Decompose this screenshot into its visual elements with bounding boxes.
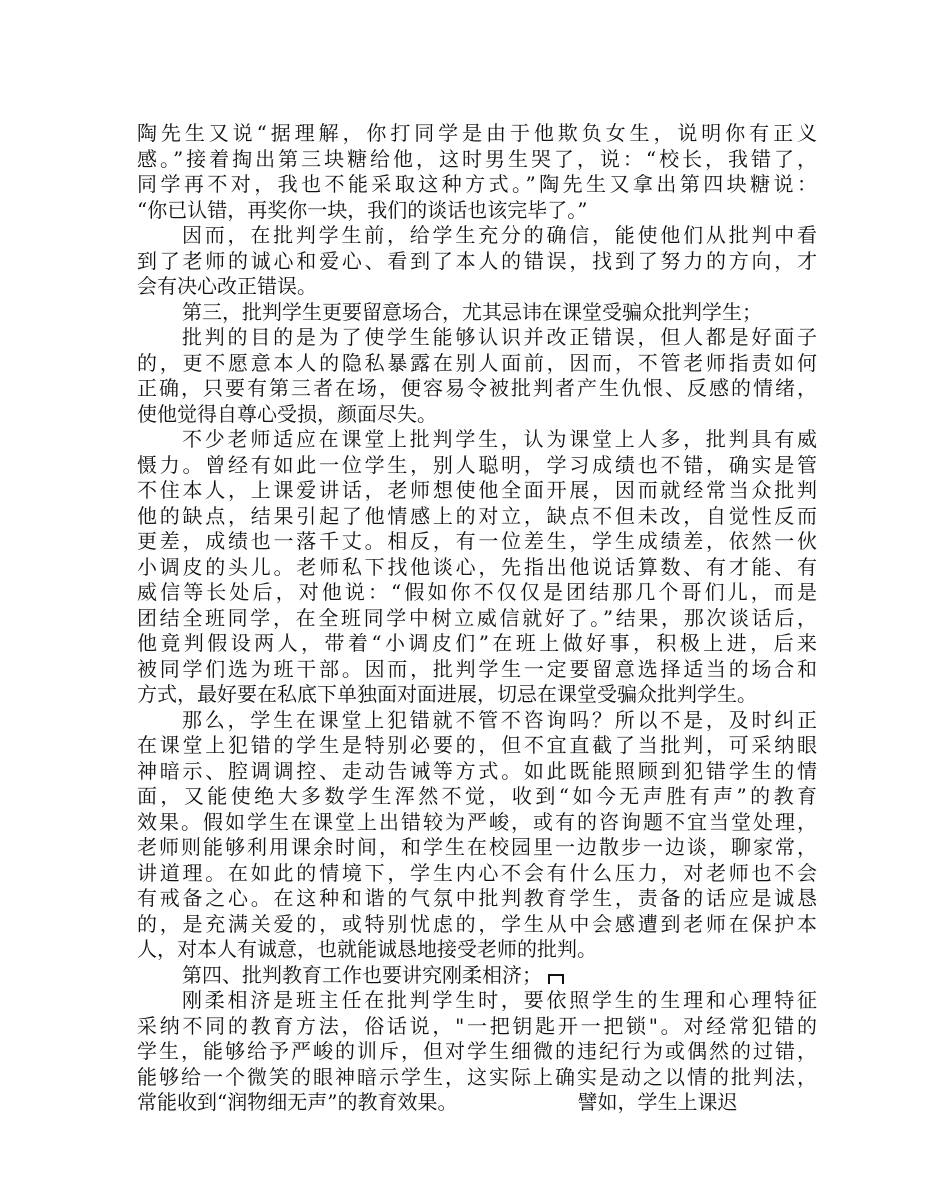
text-line: 的，更不愿意本人的隐私暴露在别人面前，因而，不管老师指责如何 <box>137 350 817 375</box>
text-line: 到了老师的诚心和爱心、看到了本人的错误，找到了努力的方向，才 <box>137 248 817 273</box>
text-line-segment: 譬如，学生上课迟 <box>577 1090 738 1114</box>
text-line: 小调皮的头儿。老师私下找他谈心，先指出他说话算数、有才能、有 <box>137 554 817 579</box>
text-line: 效果。假如学生在课堂上出错较为严峻，或有的咨询题不宜当堂处理， <box>137 809 817 834</box>
text-line: 的，是充满关爱的，或特别忧虑的，学生从中会感遭到老师在保护本 <box>137 911 817 936</box>
text-line: 感。”接着掏出第三块糖给他，这时男生哭了，说：“校长，我错了， <box>137 146 817 171</box>
text-line: 能够给一个微笑的眼神暗示学生，这实际上确实是动之以情的批判法， <box>137 1064 817 1089</box>
text-line: 在课堂上犯错的学生是特别必要的，但不宜直截了当批判，可采纳眼 <box>137 733 817 757</box>
text-line: 面，又能使绝大多数学生浑然不觉，收到“如今无声胜有声”的教育 <box>137 784 817 808</box>
text-line: 慑力。曾经有如此一位学生，别人聪明，学习成绩也不错，确实是管 <box>137 452 817 477</box>
text-line-segment: 常能收到“润物细无声”的教育效果。 <box>137 1090 458 1114</box>
body-text <box>137 121 817 1116</box>
section-heading <box>137 963 817 989</box>
text-line: 被同学们选为班干部。因而，批判学生一定要留意选择适当的场合和 <box>137 656 817 681</box>
text-line: 方式，最好要在私底下单独面对面进展，切忌在课堂受骗众批判学生。 <box>137 682 757 706</box>
section-heading: 第三，批判学生更要留意场合，尤其忌讳在课堂受骗众批判学生； <box>182 299 762 324</box>
text-line: 那么，学生在课堂上犯错就不管不咨询吗？所以不是，及时纠正 <box>182 707 817 732</box>
text-line: 陶先生又说“据理解，你打同学是由于他欺负女生，说明你有正义 <box>137 121 817 145</box>
text-line: 因而，在批判学生前，给学生充分的确信，能使他们从批判中看 <box>182 223 817 247</box>
text-line: “你已认错，再奖你一块，我们的谈话也该完毕了。” <box>137 197 588 222</box>
text-line: 讲道理。在如此的情境下，学生内心不会有什么压力，对老师也不会 <box>137 860 817 885</box>
text-line: 使他觉得自尊心受损，颜面尽失。 <box>137 401 437 426</box>
text-line: 老师则能够利用课余时间，和学生在校园里一边散步一边谈，聊家常， <box>137 835 817 859</box>
text-line: 采纳不同的教育方法，俗话说，"一把钥匙开一把锁"。对经常犯错的 <box>137 1013 817 1038</box>
text-line: 人，对本人有诚意，也就能诚恳地接受老师的批判。 <box>137 937 597 961</box>
text-line: 刚柔相济是班主任在批判学生时，要依照学生的生理和心理特征 <box>182 988 817 1012</box>
text-line: 神暗示、腔调调控、走动告诫等方式。如此既能照顾到犯错学生的情 <box>137 758 817 783</box>
text-line: 批判的目的是为了使学生能够认识并改正错误，但人都是好面子 <box>182 325 817 349</box>
text-line: 同学再不对，我也不能采取这种方式。”陶先生又拿出第四块糖说： <box>137 172 817 196</box>
text-line: 有戒备之心。在这种和谐的气氛中批判教育学生，责备的话应是诚恳 <box>137 886 817 910</box>
text-line: 学生，能够给予严峻的训斥，但对学生细微的违纪行为或偶然的过错， <box>137 1039 817 1063</box>
text-line: 正确，只要有第三者在场，便容易令被批判者产生仇恨、反感的情绪， <box>137 376 817 400</box>
text-line: 更差，成绩也一落千丈。相反，有一位差生，学生成绩差，依然一伙 <box>137 529 817 553</box>
editing-mark-icon <box>548 974 564 984</box>
text-line: 不少老师适应在课堂上批判学生，认为课堂上人多，批判具有威 <box>182 427 817 451</box>
text-line: 他竟判假设两人，带着“小调皮们”在班上做好事，积极上进，后来 <box>137 631 817 655</box>
text-line <box>137 1090 817 1116</box>
section-heading-text: 第四、批判教育工作也要讲究刚柔相济； <box>182 962 542 987</box>
text-line: 团结全班同学，在全班同学中树立威信就好了。”结果，那次谈话后， <box>137 605 817 630</box>
text-line: 威信等长处后，对他说：“假如你不仅仅是团结那几个哥们儿，而是 <box>137 580 817 604</box>
text-line: 会有决心改正错误。 <box>137 274 317 298</box>
text-line: 他的缺点，结果引起了他情感上的对立，缺点不但未改，自觉性反而 <box>137 503 817 528</box>
text-line: 不住本人，上课爱讲话，老师想使他全面开展，因而就经常当众批判 <box>137 478 817 502</box>
